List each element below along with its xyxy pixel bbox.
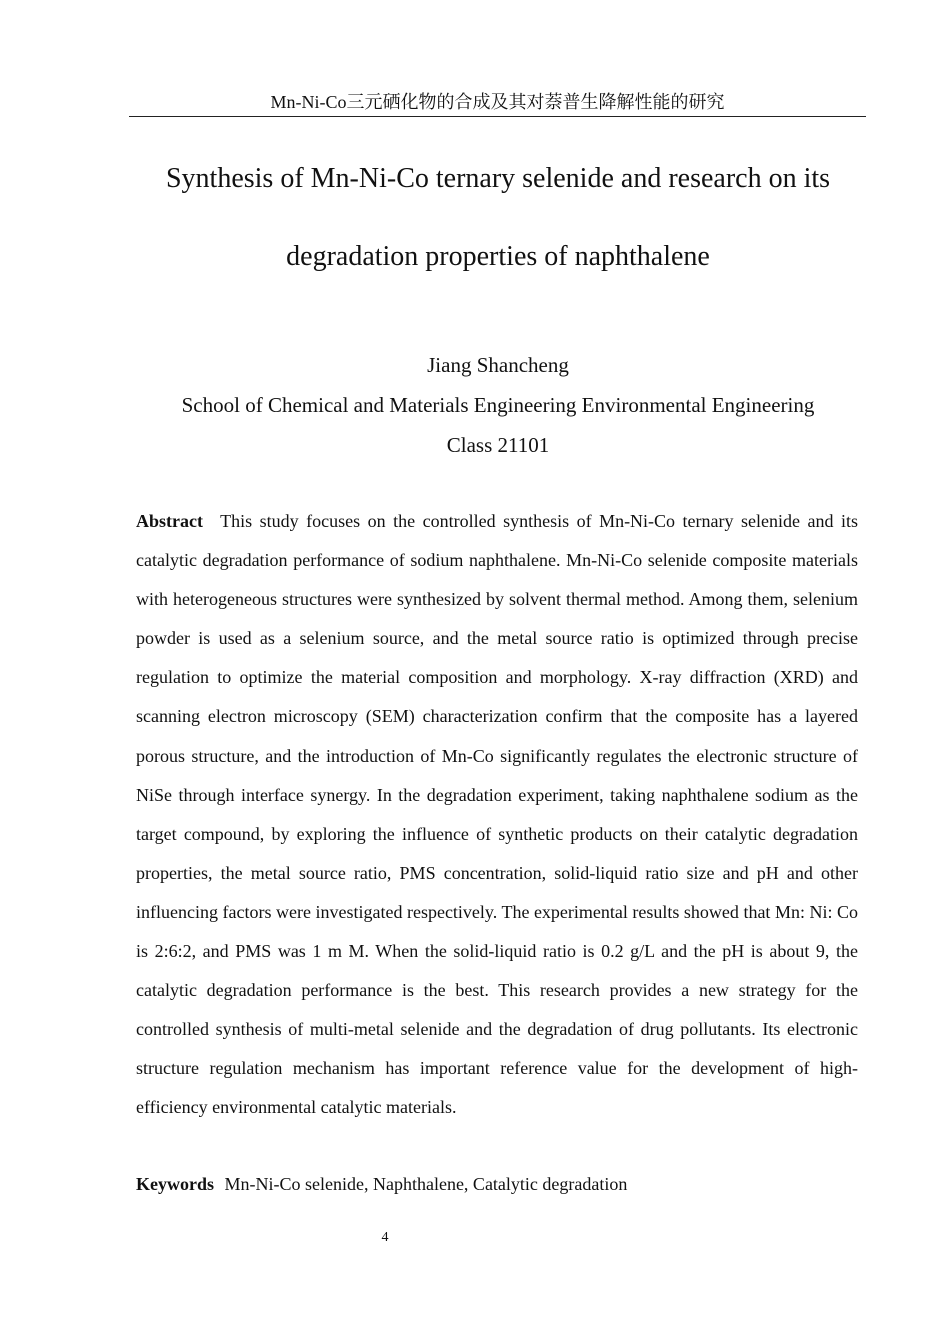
page-number: 4 (381, 1230, 389, 1245)
author-block (100, 345, 896, 465)
paper-title (100, 140, 896, 296)
keywords-text: Mn-Ni-Co selenide, Naphthalene, Catalytic degradation (224, 1174, 628, 1194)
author-name: Jiang Shancheng (427, 353, 569, 377)
keywords-label: Keywords (136, 1174, 214, 1194)
abstract-paragraph (136, 502, 858, 1128)
running-header: Mn-Ni-Co三元硒化物的合成及其对萘普生降解性能的研究 (129, 88, 866, 117)
keywords-line (136, 1166, 858, 1202)
abstract-label: Abstract (136, 511, 203, 531)
paper-title-line-2: degradation properties of naphthalene (286, 241, 710, 272)
author-affiliation: School of Chemical and Materials Engineering Environmental Engineering (181, 393, 815, 417)
abstract-text: This study focuses on the controlled synthesis of Mn-Ni-Co ternary selenide and its catalytic degradation performance of sodium naphthalene. Mn-Ni-Co selenide composite materials with heterogeneous structures were synthesized by solvent thermal method. Among them, selenium powder is used as a selenium source, and the metal source ratio is optimized through precise regulation to optimize the material composition and morphology. X-ray diffraction (XRD) and scanning electron microscopy (SEM) characterization confirm that the composite has a layered porous structure, and the introduction of Mn-Co significantly regulates the electronic structure of NiSe through interface synergy. In the degradation experiment, taking naphthalene sodium as the target compound, by exploring the influence of synthetic products on their catalytic degradation properties, the metal source ratio, PMS concentration, solid-liquid ratio size and pH and other influencing factors were investigated respectively. The experimental results showed that Mn: Ni: Co is 2:6:2, and PMS was 1 m M. When the solid-liquid ratio is 0.2 g/L and the pH is about 9, the catalytic degradation performance is the best. This research provides a new strategy for the controlled synthesis of multi-metal selenide and the degradation of drug pollutants. Its electronic structure regulation mechanism has important reference value for the development of high-efficiency environmental catalytic materials. (136, 511, 858, 1118)
paper-title-line-1: Synthesis of Mn-Ni-Co ternary selenide and research on its (165, 163, 831, 194)
author-class: Class 21101 (446, 433, 550, 457)
